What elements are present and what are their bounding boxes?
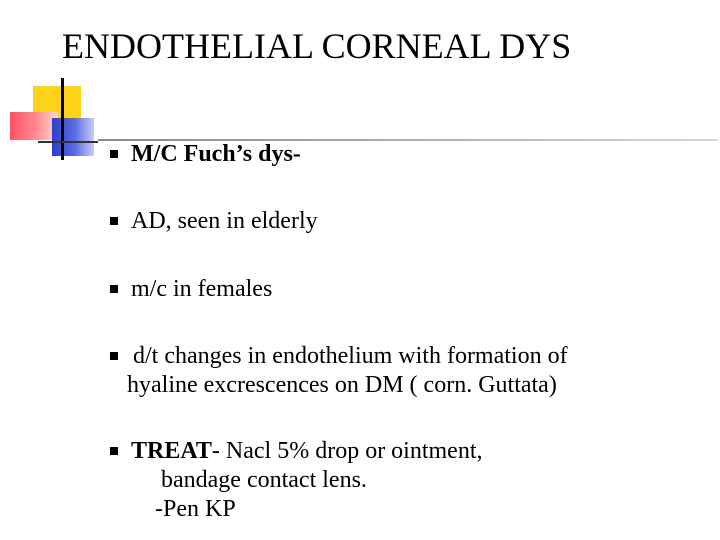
square-bullet-icon bbox=[110, 352, 118, 360]
slide-title: ENDOTHELIAL CORNEAL DYS bbox=[62, 26, 572, 66]
bullet-text: M/C Fuch’s dys- bbox=[131, 141, 301, 167]
bullet-bold-prefix: TREAT bbox=[131, 438, 212, 464]
square-bullet-icon bbox=[110, 217, 118, 225]
square-bullet-icon bbox=[110, 150, 118, 158]
bullet-text bbox=[131, 437, 701, 524]
square-bullet-icon bbox=[110, 447, 118, 455]
bullet-text: AD, seen in elderly bbox=[131, 208, 318, 234]
bullet-body: - Nacl 5% drop or ointment, bandage contact lens. -Pen KP bbox=[155, 438, 483, 522]
square-bullet-icon bbox=[110, 285, 118, 293]
bullet-text: m/c in females bbox=[131, 276, 273, 302]
bullet-text: d/t changes in endothelium with formation of hyaline excrescences on DM ( corn. Guttata) bbox=[127, 343, 568, 398]
